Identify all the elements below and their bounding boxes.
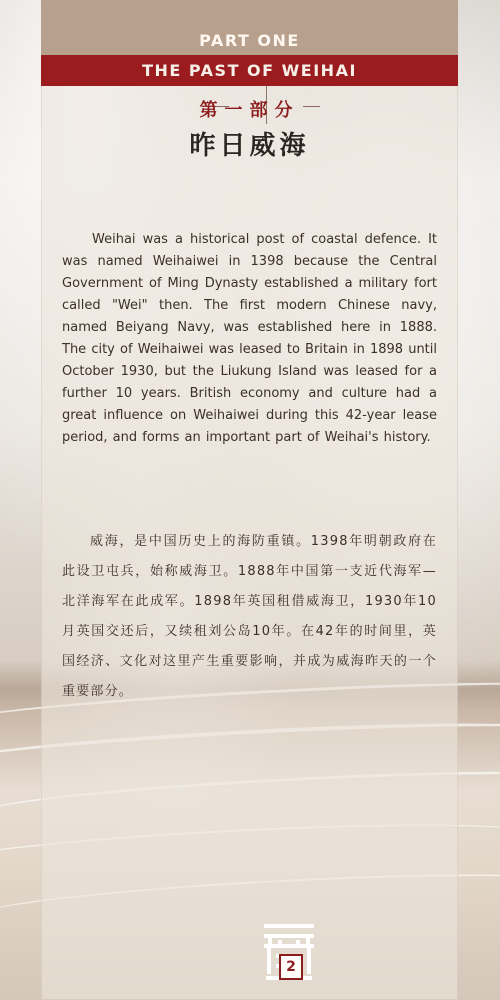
content-panel bbox=[41, 0, 458, 1000]
chinese-paragraph: 威海，是中国历史上的海防重镇。1398年明朝政府在此设卫屯兵，始称威海卫。1888年中国第一支近代海军—北洋海军在此成军。1898年英国租借威海卫，1930年10月英国交还后，又续租刘公岛10年。在42年的时间里，英国经济、文化对这里产生重要影响，并成为威海昨天的一个重要部分。 bbox=[62, 534, 437, 699]
chinese-heading bbox=[41, 96, 458, 162]
chinese-title: 昨日威海 bbox=[189, 131, 310, 161]
page-number: 2 bbox=[279, 954, 303, 980]
section-title: THE PAST OF WEIHAI bbox=[41, 55, 458, 86]
part-label: PART ONE bbox=[199, 31, 300, 50]
english-paragraph: Weihai was a historical post of coastal defence. It was named Weihaiwei in 1398 because the Central Government of Ming Dynasty established a military fort called "Wei" then. The first modern Chinese navy, named Beiyang Navy, was established here in 1888. The city of Weihaiwei was leased to Britain in 1898 until October 1930, but the Liukung Island was leased for a further 10 years. British economy and culture had a great influence on Weihaiwei during this 42-year lease period, and forms an important part of Weihai's history. bbox=[62, 232, 437, 445]
chinese-part-label: 第一部分 bbox=[199, 100, 300, 121]
